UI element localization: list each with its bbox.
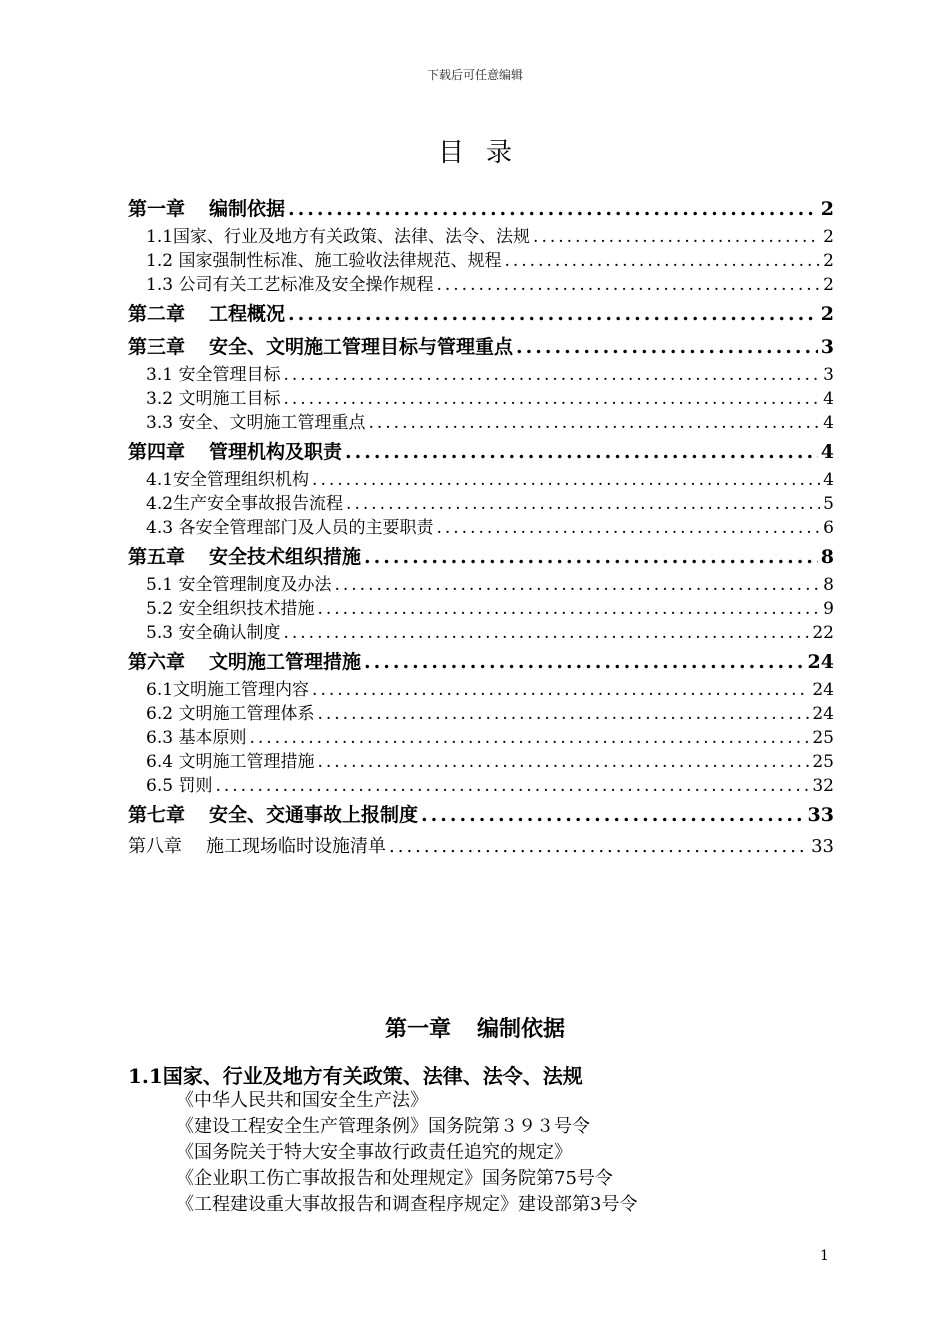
- toc-entry-5-3[interactable]: 5.3 安全确认制度 ..... 22: [128, 621, 834, 645]
- toc-entry-3-1[interactable]: 3.1 安全管理目标 ..... 3: [128, 363, 834, 387]
- toc-entry-1-1[interactable]: 1.1国家、行业及地方有关政策、法律、法令、法规 ..... 2: [128, 225, 834, 249]
- toc-entry-chapter-2[interactable]: 第二章 工程概况 ..... 2: [128, 298, 834, 330]
- toc-entry-6-5[interactable]: 6.5 罚则 ..... 32: [128, 774, 834, 798]
- chapter-title: 编制依据: [477, 1016, 566, 1042]
- toc-entry-6-4[interactable]: 6.4 文明施工管理措施 ..... 25: [128, 750, 834, 774]
- law-item: 《国务院关于特大安全事故行政责任追究的规定》: [176, 1142, 572, 1163]
- toc-entry-chapter-5[interactable]: 第五章 安全技术组织措施 ..... 8: [128, 541, 834, 573]
- chapter-heading: [0, 1012, 950, 1043]
- toc-page: 2: [820, 198, 834, 220]
- toc-entry-1-2[interactable]: 1.2 国家强制性标准、施工验收法律规范、规程 ..... 2: [128, 249, 834, 273]
- law-item: 《企业职工伤亡事故报告和处理规定》国务院第75号令: [176, 1168, 613, 1189]
- toc-entry-chapter-4[interactable]: 第四章 管理机构及职责 ..... 4: [128, 436, 834, 468]
- section-heading: 1.1国家、行业及地方有关政策、法律、法令、法规: [128, 1064, 583, 1088]
- toc-entry-1-3[interactable]: 1.3 公司有关工艺标准及安全操作规程 ..... 2: [128, 273, 834, 297]
- law-item: 《中华人民共和国安全生产法》: [176, 1090, 428, 1111]
- toc-entry-6-3[interactable]: 6.3 基本原则 ..... 25: [128, 726, 834, 750]
- toc-entry-5-1[interactable]: 5.1 安全管理制度及办法 ..... 8: [128, 573, 834, 597]
- law-item: 《建设工程安全生产管理条例》国务院第３９３号令: [176, 1116, 590, 1137]
- toc-entry-chapter-6[interactable]: 第六章 文明施工管理措施 ..... 24: [128, 646, 834, 678]
- law-list: [176, 1088, 637, 1218]
- toc-entry-4-3[interactable]: 4.3 各安全管理部门及人员的主要职责 ..... 6: [128, 516, 834, 540]
- chapter-number: 第一章: [384, 1016, 451, 1042]
- toc-entry-chapter-1[interactable]: 第一章 编制依据 ..... 2: [128, 193, 834, 225]
- toc-entry-6-2[interactable]: 6.2 文明施工管理体系 ..... 24: [128, 702, 834, 726]
- toc-entry-3-2[interactable]: 3.2 文明施工目标 ..... 4: [128, 387, 834, 411]
- page-number: 1: [820, 1248, 829, 1264]
- table-of-contents: [128, 192, 834, 863]
- toc-entry-4-1[interactable]: 4.1安全管理组织机构 ..... 4: [128, 468, 834, 492]
- toc-entry-6-1[interactable]: 6.1文明施工管理内容 ..... 24: [128, 678, 834, 702]
- toc-entry-chapter-7[interactable]: 第七章 安全、交通事故上报制度 ..... 33: [128, 799, 834, 831]
- header-note: 下载后可任意编辑: [426, 68, 523, 82]
- toc-title: 目录: [437, 138, 534, 168]
- toc-entry-chapter-3[interactable]: 第三章 安全、文明施工管理目标与管理重点 ..... 3: [128, 331, 834, 363]
- law-item: 《工程建设重大事故报告和调查程序规定》建设部第3号令: [176, 1194, 638, 1215]
- toc-entry-4-2[interactable]: 4.2生产安全事故报告流程 ..... 5: [128, 492, 834, 516]
- toc-entry-3-3[interactable]: 3.3 安全、文明施工管理重点 ..... 4: [128, 411, 834, 435]
- toc-entry-5-2[interactable]: 5.2 安全组织技术措施 ..... 9: [128, 597, 834, 621]
- toc-entry-chapter-8[interactable]: 第八章 施工现场临时设施清单 ..... 33: [128, 831, 834, 863]
